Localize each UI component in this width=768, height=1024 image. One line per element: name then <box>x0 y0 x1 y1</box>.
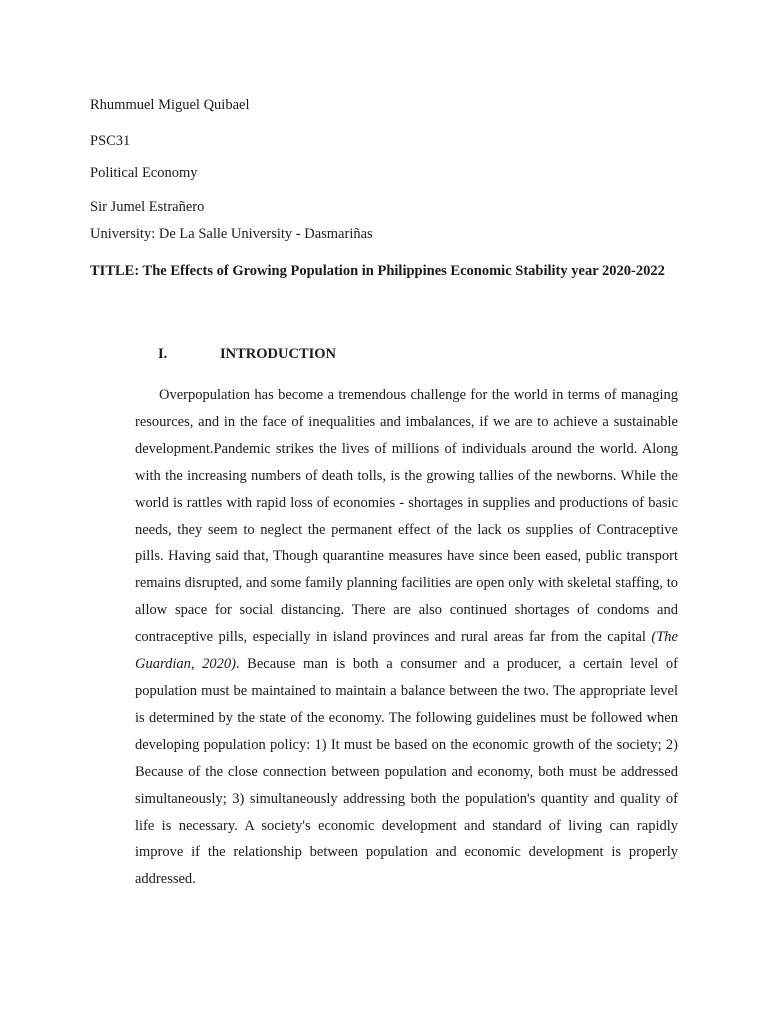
subject-name: Political Economy <box>90 165 198 181</box>
intro-text-part-1: Overpopulation has become a tremendous challenge for the world in terms of managing resources, and in the face of inequalities and imbalances, if we are to achieve a sustainable development.Pandemic strikes the lives of millions of individuals around the world. Along with the increasing numbers of death tolls, is the growing tallies of the newborns. While the world is rattles with rapid loss of economies - shortages in supplies and productions of basic needs, they seem to neglect the permanent effect of the lack os supplies of Contraceptive pills. Having said that, Though quarantine measures have since been eased, public transport remains disrupted, and some family planning facilities are open only with skeletal staffing, to allow space for social distancing. There are also continued shortages of condoms and contraceptive pills, especially in island provinces and rural areas far from the capital <box>135 387 678 646</box>
introduction-paragraph <box>135 382 678 893</box>
author-name: Rhummuel Miguel Quibael <box>90 97 250 113</box>
section-number: I. <box>158 346 168 362</box>
section-heading <box>158 345 336 363</box>
instructor-name: Sir Jumel Estrañero <box>90 199 205 215</box>
course-code: PSC31 <box>90 133 131 149</box>
intro-text-part-2: . Because man is both a consumer and a producer, a certain level of population must be maintained to maintain a balance between the two. The appropriate level is determined by the state of the economy. The following guidelines must be followed when developing population policy: 1) It must be based on the economic growth of the society; 2) Because of the close connection between population and economy, both must be addressed simultaneously; 3) simultaneously addressing both the population's quantity and quality of life is necessary. A society's economic development and standard of living can rapidly improve if the relationship between population and economic development is properly addressed. <box>135 656 678 888</box>
paper-title: TITLE: The Effects of Growing Population in Philippines Economic Stability year 2020-2022 <box>90 263 665 279</box>
university-name: University: De La Salle University - Dasmariñas <box>90 226 373 242</box>
section-title: INTRODUCTION <box>220 346 337 362</box>
intro-citation: (The Guardian, 2020) <box>135 629 678 673</box>
